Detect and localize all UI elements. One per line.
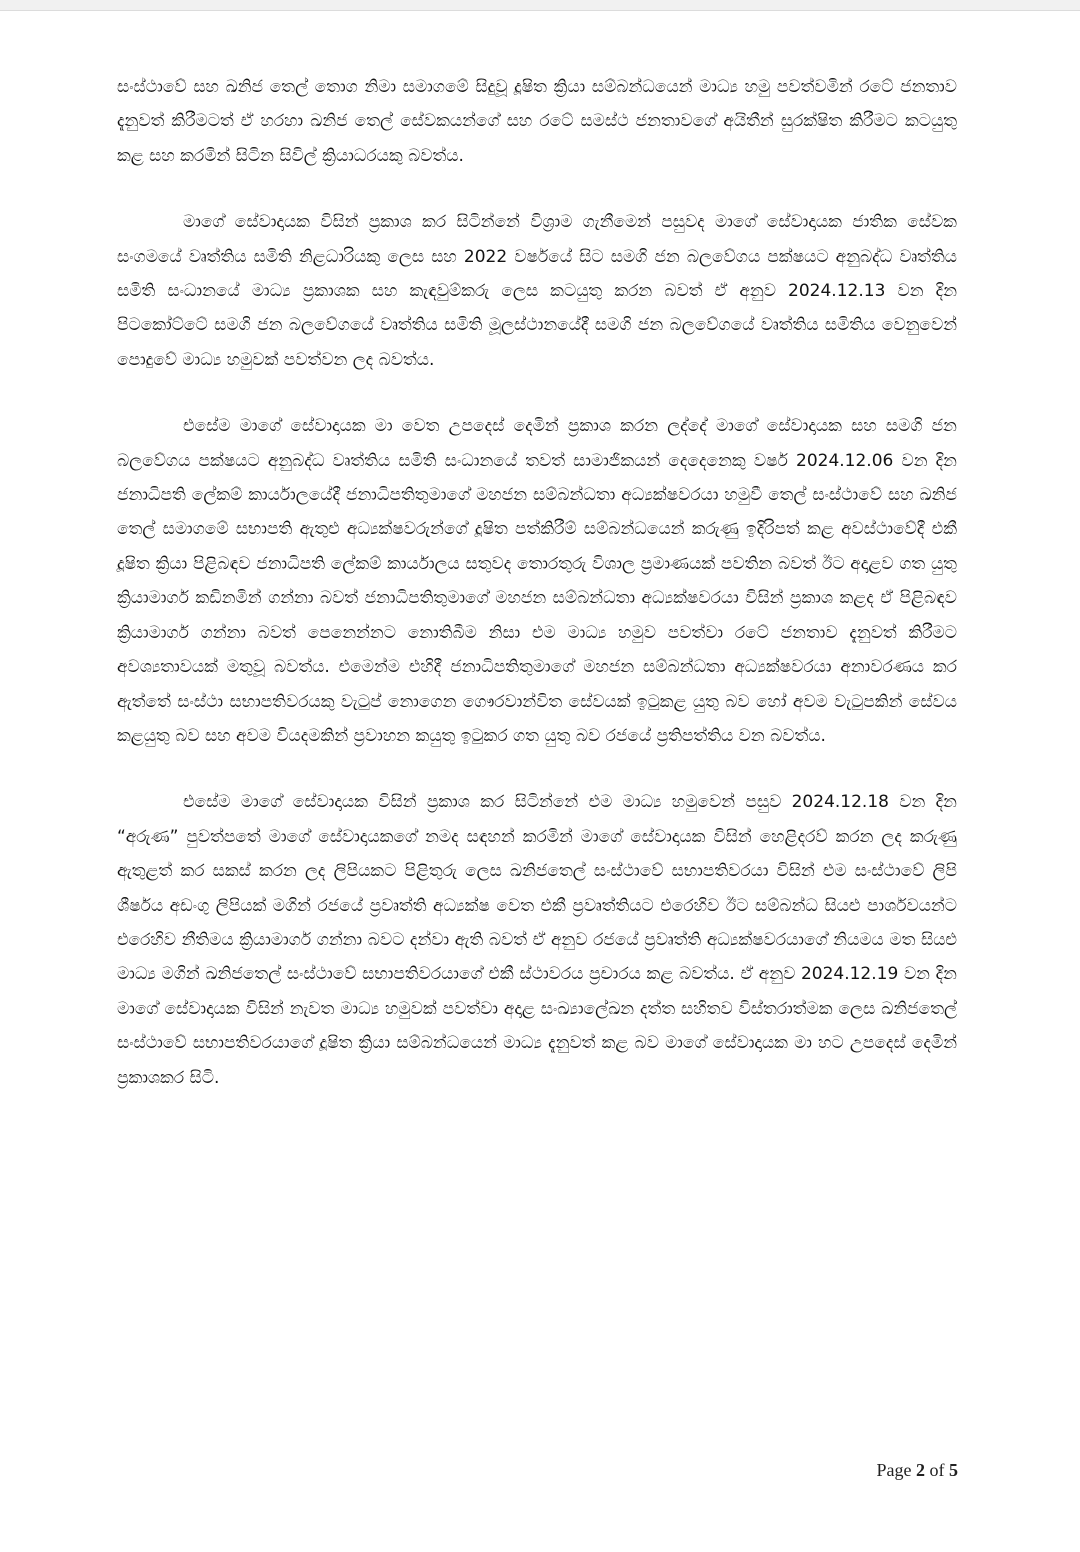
paragraph-4: එසේම මාගේ සේවාදායක විසින් ප්‍රකාශ කර සිටින්නේ එම මාධ්‍ය හමුවෙන් පසුව 2024.12.18 වන දින “අරුණ” පුවත්පතේ මාගේ සේවාදායකගේ නමද සඳහන් කරමින් මාගේ සේවාදායක විසින් හෙළිදරව් කරන ලද කරුණු ඇතුළත් කර සකස් කරන ලද ලිපියකට පිළිතුරු ලෙස ඛනිජතෙල් සංස්ථාවේ සභාපතිවරයා විසින් එම සංස්ථාවේ ලිපි ශීර්ෂය අඩංගු ලිපියක් මගින් රජයේ ප්‍රවෘත්ති අධ්‍යක්ෂ වෙත එකී ප්‍රවෘත්තියට එරෙහිව ඊට සම්බන්ධ සියළු පාර්ශවයන්ට එරෙහිව නීතිමය ක්‍රියාමාර්ග ගන්නා බවට දන්වා ඇති බවත් ඒ අනුව රජයේ ප්‍රවෘත්ති අධ්‍යක්ෂවරයාගේ නියමය මත සියළු මාධ්‍ය මගින් ඛනිජතෙල් සංස්ථාවේ සභාපතිවරයාගේ එකී ස්ථාවරය ප්‍රචාරය කළ බවත්ය. ඒ අනුව 2024.12.19 වන දින මාගේ සේවාදායක විසින් නැවත මාධ්‍ය හමුවක් පවත්වා අදාළ සංඛ්‍යාලේඛන දත්ත සහිතව විස්තරාත්මක ලෙස ඛනිජතෙල් සංස්ථාවේ සභාපතිවරයාගේ දූෂිත ක්‍රියා සම්බන්ධයෙන් මාධ්‍ය දැනුවත් කළ බව මාගේ සේවාදායක මා හට උපදෙස් දෙමින් ප්‍රකාශකර සිටි. xyxy=(117,792,957,1088)
paragraph-3: එසේම මාගේ සේවාදායක මා වෙත උපදෙස් දෙමින් ප්‍රකාශ කරන ලද්දේ මාගේ සේවාදායක සහ සමගි ජන බලවේගය පක්ෂයට අනුබද්ධ වෘත්තිය සමිති සංධානයේ තවත් සාමාජිකයන් දෙදෙනෙකු වර්ෂ 2024.12.06 වන දින ජනාධිපති ලේකම් කාර්යාලයේදී ජනාධිපතිතුමාගේ මහජන සම්බන්ධතා අධ්‍යක්ෂවරයා හමුවී තෙල් සංස්ථාවේ සහ ඛනිජ තෙල් සමාගමේ සභාපති ඇතුළු අධ්‍යක්ෂවරුන්ගේ දූෂිත පත්කිරීම් සම්බන්ධයෙන් කරුණු ඉදිරිපත් කළ අවස්ථාවේදී එකී දූෂිත ක්‍රියා පිළිබඳව ජනාධිපති ලේකම් කාර්යාලය සතුවද තොරතුරු විශාල ප්‍රමාණයක් පවතින බවත් ඊට අදාළව ගත යුතු ක්‍රියාමාර්ග කඩිනමින් ගන්නා බවත් ජනාධිපතිතුමාගේ මහජන සම්බන්ධතා අධ්‍යක්ෂවරයා විසින් ප්‍රකාශ කළද ඒ පිළිබඳව ක්‍රියාමාර්ග ගන්නා බවත් පෙනෙන්නට නොතිබීම නිසා එම මාධ්‍ය හමුව පවත්වා රටේ ජනතාව දැනුවත් කිරීමට අවශ්‍යතාවයක් මතුවූ බවත්ය. එමෙන්ම එහිදී ජනාධිපතිතුමාගේ මහජන සම්බන්ධතා අධ්‍යක්ෂවරයා අනාවරණය කර ඇත්තේ සංස්ථා සභාපතිවරයකු වැටුප් නොගෙන ගෞරවාන්විත සේවයක් ඉටුකළ යුතු බව හෝ අවම වැටුපකින් සේවය කළයුතු බව සහ අවම වියදමකින් ප්‍රවාහන කයුතු ඉටුකර ගත යුතු බව රජයේ ප්‍රතිපත්තිය වන බවත්ය. xyxy=(117,416,957,746)
page-label: Page xyxy=(876,1460,912,1480)
page-current: 2 xyxy=(916,1460,925,1480)
viewer-top-bar xyxy=(0,0,1080,11)
paragraph-2: මාගේ සේවාදායක විසින් ප්‍රකාශ කර සිටින්නේ විශ්‍රාම ගැනීමෙන් පසුවද මාගේ සේවාදායක ජාතික සේවක සංගමයේ වෘත්තිය සමිති නිළධාරියකු ලෙස සහ 2022 වර්ෂයේ සිට සමගි ජන බලවේගය පක්ෂයට අනුබද්ධ වෘත්තිය සමිති සංධානයේ මාධ්‍ය ප්‍රකාශක සහ කැඳවුම්කරු ලෙස කටයුතු කරන බවත් ඒ අනුව 2024.12.13 වන දින පිටකෝට්ටේ සමගි ජන බලවේගයේ වෘත්තිය සමිති මූලස්ථානයේදී සමගි ජන බලවේගයේ වෘත්තිය සමිතිය වෙනුවෙන් පොදුවේ මාධ්‍ය හමුවක් පවත්වන ලද බවත්ය. xyxy=(117,212,957,370)
page-of-label: of xyxy=(929,1460,945,1480)
page-total: 5 xyxy=(949,1460,958,1480)
page-number xyxy=(877,1460,959,1481)
document-body xyxy=(117,70,957,1127)
paragraph-1: සංස්ථාවේ සහ ඛනිජ තෙල් තොග නිමා සමාගමේ සිදුවූ දූෂිත ක්‍රියා සම්බන්ධයෙන් මාධ්‍ය හමු පවත්වමින් රටේ ජනතාව දැනුවත් කිරීමටත් ඒ හරහා ඛනිජ තෙල් සේවකයන්ගේ සහ රටේ සමස්ථ ජනතාවගේ අයිතීන් සුරක්ෂිත කිරීමට කටයුතු කළ සහ කරමින් සිටින සිවිල් ක්‍රියාධරයකු බවත්ය. xyxy=(117,77,957,166)
